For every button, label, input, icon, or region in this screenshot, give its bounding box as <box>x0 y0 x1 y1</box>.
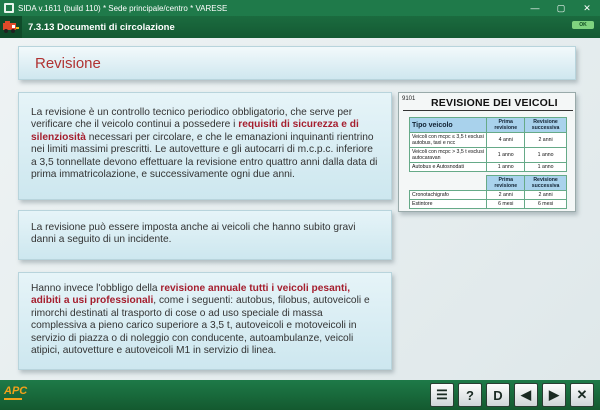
table-row <box>410 133 567 148</box>
table-header-cell: Tipo veicolo <box>410 118 487 133</box>
section-title: 7.3.13 Documenti di circolazione <box>28 21 175 33</box>
table-cell: 1 anno <box>525 148 567 163</box>
d-button[interactable] <box>486 383 510 407</box>
table-cell: 1 anno <box>487 163 525 172</box>
page-title: Revisione <box>35 55 101 72</box>
table-cell: Autobus e Autosnodati <box>410 163 487 172</box>
title-divider <box>403 110 573 111</box>
table-header-cell: Prima revisione <box>487 176 525 191</box>
footer-bar <box>0 380 600 410</box>
image-title: REVISIONE DEI VEICOLI <box>431 97 558 109</box>
table-cell: 4 anni <box>487 133 525 148</box>
app-header <box>0 16 600 38</box>
arrow-left-icon: ◀ <box>521 387 531 402</box>
close-window-button[interactable]: ✕ <box>583 2 591 13</box>
table-row <box>410 200 567 209</box>
arrow-right-icon: ▶ <box>549 387 559 402</box>
window-titlebar <box>0 0 600 16</box>
table-cell: Veicoli con mcpc > 3,5 t esclusi autocaravan <box>410 148 487 163</box>
image-code: 9101 <box>402 96 416 102</box>
previous-button[interactable] <box>514 383 538 407</box>
equipment-revision-table <box>409 175 567 209</box>
table-cell: 2 anni <box>525 133 567 148</box>
text-card-1 <box>18 92 392 200</box>
table-cell: 1 anno <box>525 163 567 172</box>
table-header-cell: Revisione successiva <box>525 176 567 191</box>
table-cell: 6 mesi <box>525 200 567 209</box>
paragraph-1-highlight: requisiti di sicurezza e di silenziosità <box>31 119 359 143</box>
table-header-row <box>410 118 567 133</box>
text-card-3 <box>18 272 392 370</box>
table-header-cell: Revisione successiva <box>525 118 567 133</box>
paragraph-3 <box>31 283 379 357</box>
index-button[interactable] <box>430 383 454 407</box>
paragraph-1 <box>31 107 379 181</box>
table-cell: Veicoli con mcpc ≤ 3,5 t esclusi autobus, taxi e ncc <box>410 133 487 148</box>
paragraph-2: La revisione può essere imposta anche ai veicoli che hanno subito gravi danni a seguito di un incidente. <box>31 222 356 246</box>
status-badge: OK <box>572 21 594 29</box>
maximize-button[interactable]: ▢ <box>556 2 566 13</box>
paragraph-3-text-a: Hanno invece l'obbligo della <box>31 283 161 294</box>
table-cell: Cronotachigrafo <box>410 191 487 200</box>
d-letter-icon: D <box>493 387 503 403</box>
train-logo-icon <box>0 16 22 38</box>
table-cell: 2 anni <box>487 191 525 200</box>
close-icon: ✕ <box>576 387 588 402</box>
table-cell: 2 anni <box>525 191 567 200</box>
table-header-row <box>410 176 567 191</box>
paragraph-1-text-b: necessari per circolare, e che le emanazioni inquinanti rientrino nei limiti massimi prescritti. Le autovetture e gli autocarri di m.c.p.c. inferiore a 3,5 tonnellate devono effettuare la revisione entro quattro anni dalla data di prima immatricolazione, e successivamente ogni due anni. <box>31 131 378 181</box>
revision-image-panel <box>398 92 576 212</box>
table-header-cell: Prima revisione <box>487 118 525 133</box>
table-header-blank <box>410 176 487 191</box>
table-cell: Estintore <box>410 200 487 209</box>
paragraph-3-highlight: revisione annuale tutti i veicoli pesanti, adibiti a usi professionali <box>31 283 351 307</box>
page-title-card <box>18 46 576 80</box>
text-card-2 <box>18 210 392 260</box>
exit-button[interactable] <box>570 383 594 407</box>
brand-underline <box>4 398 22 400</box>
table-cell: 6 mesi <box>487 200 525 209</box>
table-row <box>410 148 567 163</box>
question-icon: ? <box>466 387 474 403</box>
table-cell: 1 anno <box>487 148 525 163</box>
list-icon: ☰ <box>436 387 448 402</box>
window-title: SIDA v.1611 (build 110) * Sede principale/centro * VARESE <box>18 3 228 13</box>
content-area <box>0 38 600 380</box>
table-row <box>410 191 567 200</box>
app-icon <box>4 3 14 13</box>
brand-logo: APC <box>4 385 28 397</box>
next-button[interactable] <box>542 383 566 407</box>
minimize-button[interactable]: — <box>530 3 540 13</box>
paragraph-1-text-a: La revisione è un controllo tecnico periodico obbligatorio, che serve per verificare che il veicolo continui a possedere i <box>31 107 353 131</box>
table-row <box>410 163 567 172</box>
help-button[interactable] <box>458 383 482 407</box>
vehicle-revision-table <box>409 117 567 172</box>
paragraph-3-text-b: , come i seguenti: autobus, filobus, autoveicoli e rimorchi destinati al trasporto di cose o ad uso speciale di massa complessiva a pieno carico superiore a 3,5 t, autoveicoli e motoveicoli in servizio di piazza o di noleggio con conducente, autoambulanze, veicoli atipici, autovetture e autoveicoli M1 in servizio di linea. <box>31 295 370 357</box>
